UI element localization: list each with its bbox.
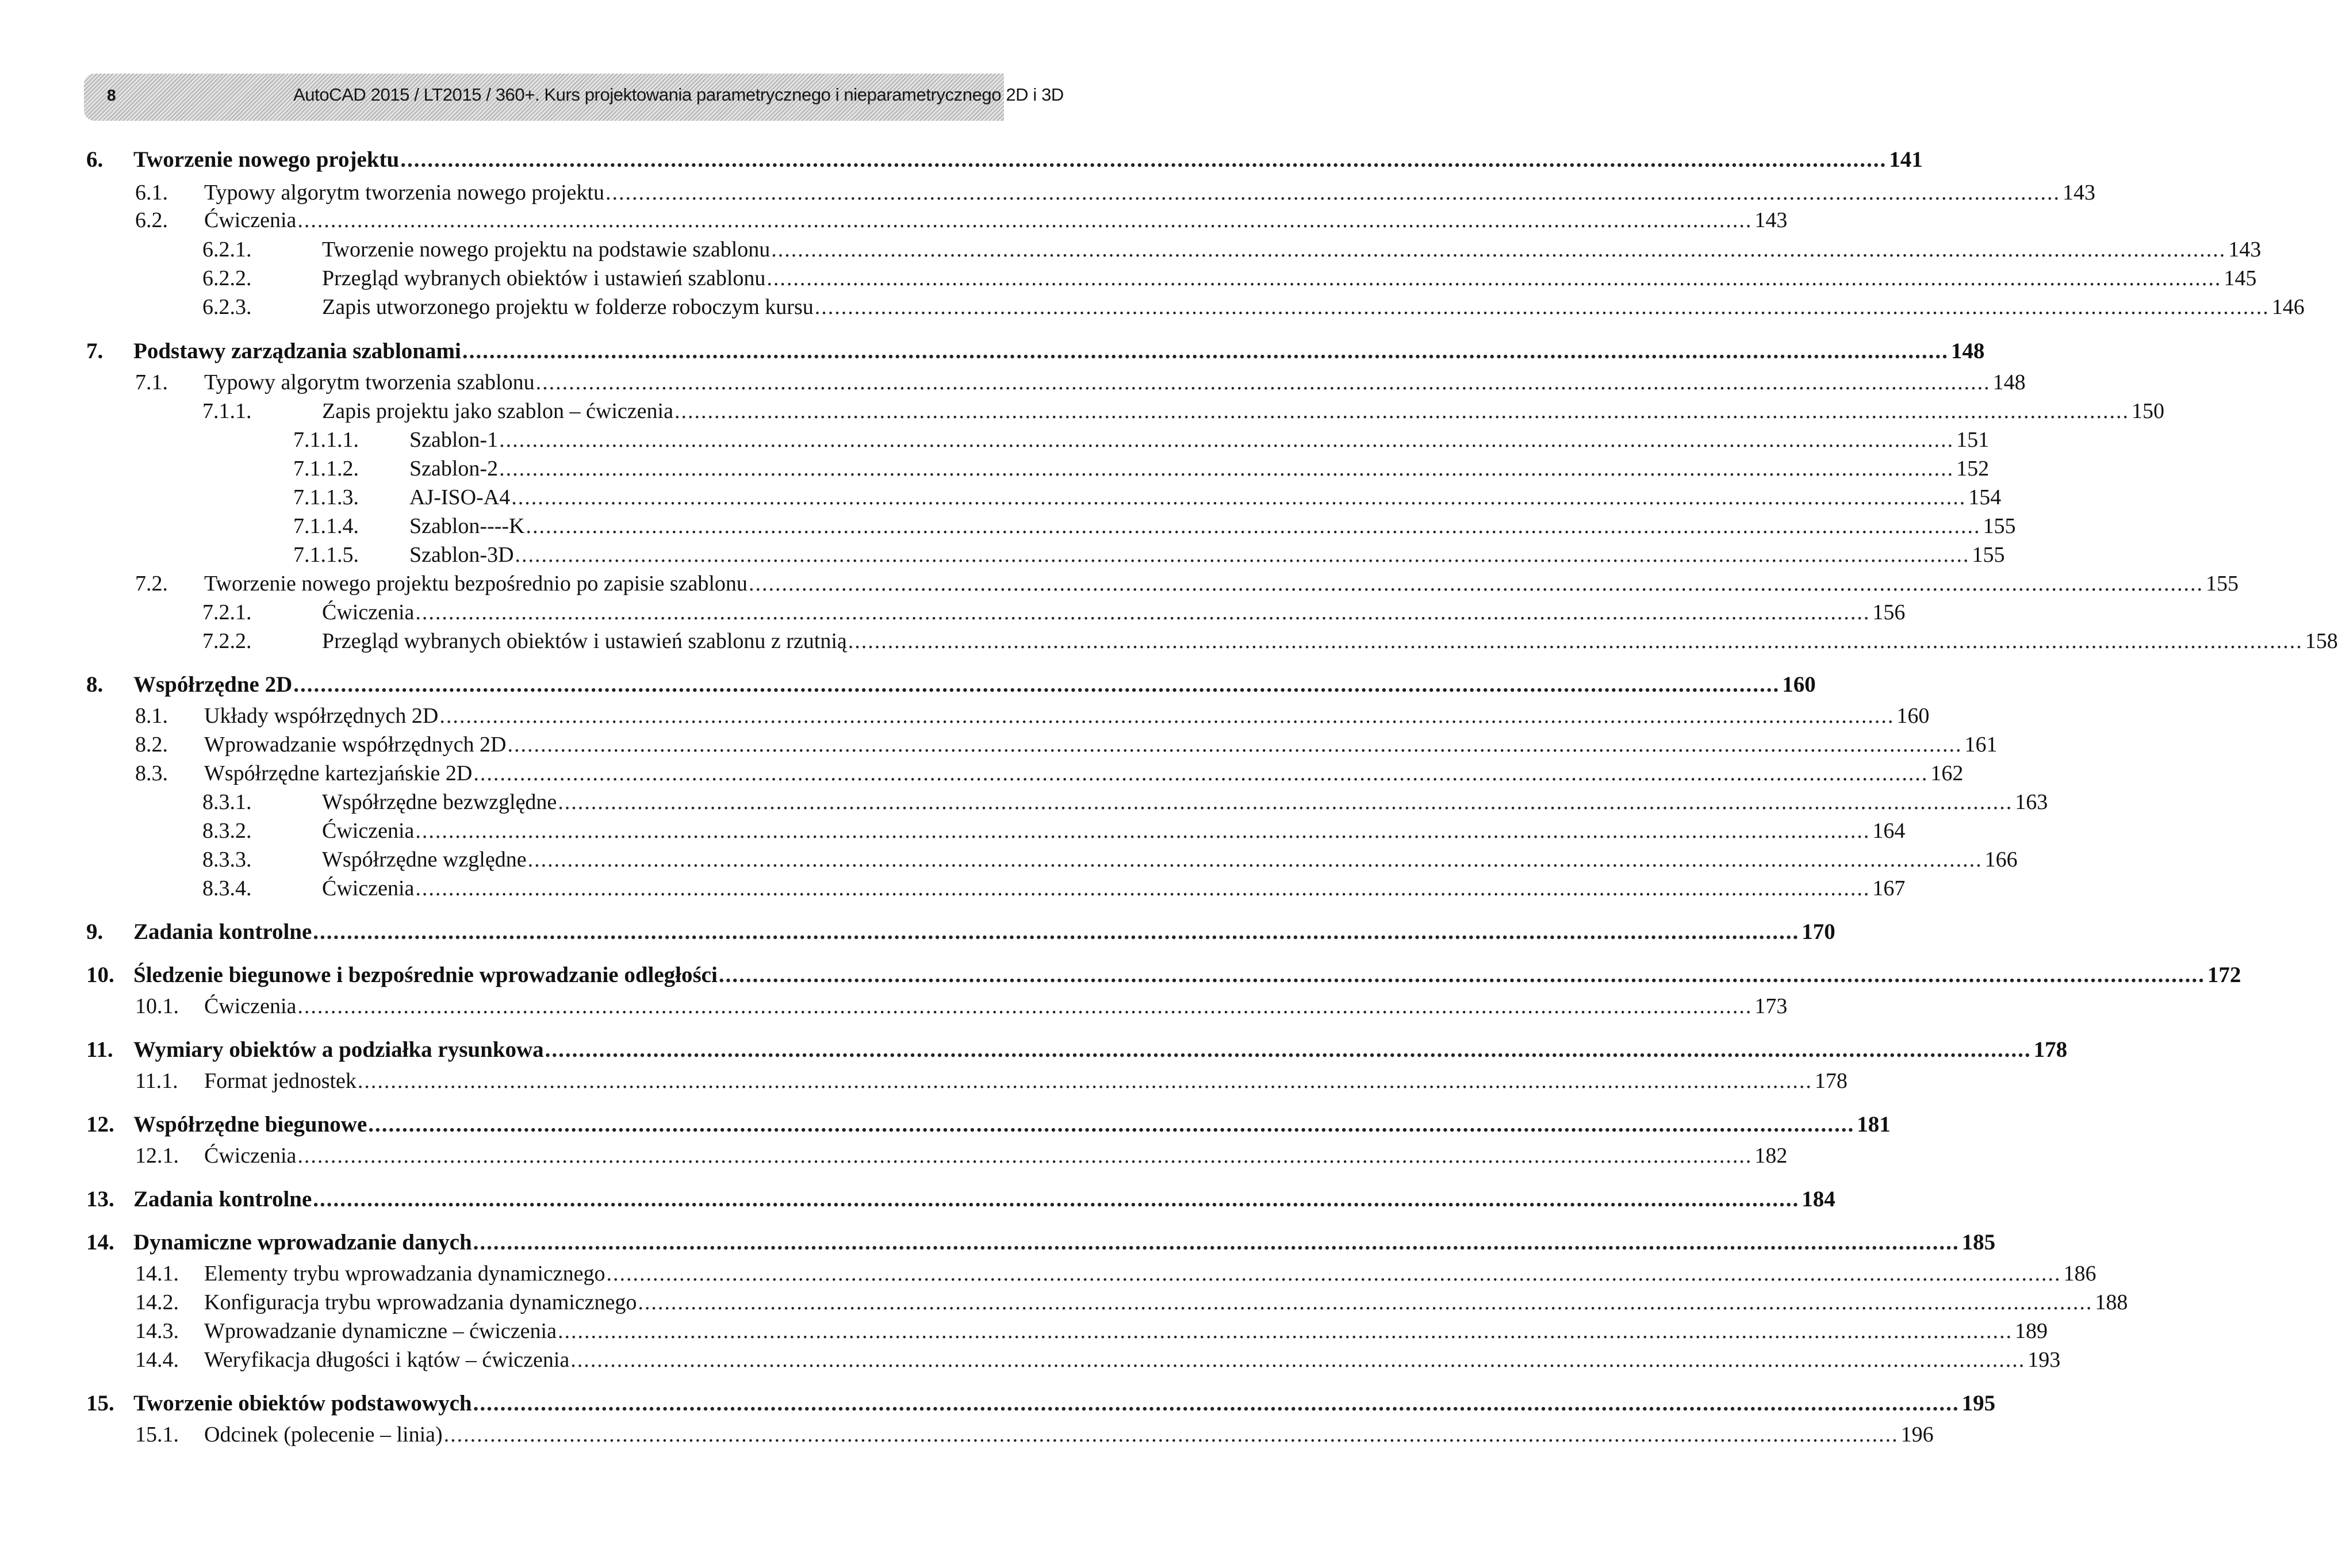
toc-entry-page: 186 <box>2063 1262 2096 1286</box>
toc-entry-title: Zapis utworzonego projektu w folderze roboczym kursu <box>322 295 814 319</box>
toc-entry-page: 163 <box>2015 790 2048 814</box>
toc-entry-title: Przegląd wybranych obiektów i ustawień szablonu z rzutnią <box>322 629 847 653</box>
toc-entry-number: 14.1. <box>135 1262 179 1286</box>
dot-leader: ............................................................................................................................................................................................................................ <box>415 819 1871 843</box>
running-header-title: AutoCAD 2015 / LT2015 / 360+. Kurs projektowania parametrycznego i nieparametrycznego 2D i 3D <box>293 85 1064 105</box>
toc-entry-page: 188 <box>2095 1290 2128 1314</box>
toc-section-entry <box>202 398 2164 424</box>
toc-entry-title: Ćwiczenia <box>204 208 297 232</box>
toc-chapter-entry <box>86 338 1985 364</box>
toc-entry-title: Współrzędne biegunowe <box>133 1112 367 1137</box>
toc-entry-title: Konfiguracja trybu wprowadzania dynamicznego <box>204 1290 637 1314</box>
toc-chapter-entry <box>86 1229 1996 1255</box>
toc-section-entry <box>202 818 1906 844</box>
toc-entry-title: Szablon-3D <box>409 543 514 567</box>
dot-leader: ............................................................................................................................................................................................................................ <box>638 1290 2093 1314</box>
toc-entry-title: Typowy algorytm tworzenia nowego projektu <box>204 181 604 205</box>
toc-entry-number: 8.3.1. <box>202 790 252 814</box>
toc-entry-title: Współrzędne 2D <box>133 672 293 697</box>
toc-section-entry <box>135 208 1788 233</box>
toc-entry-page: 152 <box>1956 457 1990 481</box>
toc-entry-page: 143 <box>2062 181 2095 205</box>
toc-section-entry <box>293 542 2005 568</box>
dot-leader: ............................................................................................................................................................................................................................ <box>313 919 1800 944</box>
toc-entry-title: Dynamiczne wprowadzanie danych <box>133 1230 472 1255</box>
toc-entry-number: 7.1.1.1. <box>293 428 359 452</box>
toc-entry-number: 13. <box>86 1187 114 1212</box>
dot-leader: ............................................................................................................................................................................................................................ <box>526 514 1981 538</box>
toc-entry-page: 161 <box>1964 733 1998 757</box>
toc-section-entry <box>135 703 1930 729</box>
toc-entry-number: 7.2.2. <box>202 629 252 653</box>
toc-entry-page: 196 <box>1900 1423 1934 1447</box>
toc-chapter-entry <box>86 1186 1835 1212</box>
dot-leader: ............................................................................................................................................................................................................................ <box>718 963 2205 987</box>
toc-entry-page: 145 <box>2224 266 2257 290</box>
dot-leader: ............................................................................................................................................................................................................................ <box>313 1187 1800 1212</box>
toc-entry-number: 8.1. <box>135 704 168 728</box>
toc-entry-title: Tworzenie nowego projektu <box>133 147 400 172</box>
toc-section-entry <box>202 266 2257 291</box>
toc-entry-number: 12.1. <box>135 1144 179 1168</box>
toc-section-entry <box>293 513 2016 539</box>
toc-entry-number: 8.3.4. <box>202 876 252 900</box>
toc-section-entry <box>202 237 2262 262</box>
toc-entry-number: 6. <box>86 147 104 172</box>
toc-entry-page: 141 <box>1889 147 1923 172</box>
toc-entry-page: 155 <box>1983 514 2016 538</box>
toc-entry-title: Wymiary obiektów a podziałka rysunkowa <box>133 1037 544 1062</box>
dot-leader: ............................................................................................................................................................................................................................ <box>748 572 2203 596</box>
toc-entry-page: 170 <box>1802 919 1835 944</box>
toc-section-entry <box>135 761 1964 786</box>
toc-entry-page: 155 <box>1972 543 2005 567</box>
toc-section-entry <box>135 1261 2096 1286</box>
toc-entry-page: 158 <box>2305 629 2338 653</box>
dot-leader: ............................................................................................................................................................................................................................ <box>515 543 1970 567</box>
toc-entry-number: 12. <box>86 1112 114 1137</box>
toc-entry-number: 14.3. <box>135 1319 179 1343</box>
toc-entry-title: AJ-ISO-A4 <box>409 485 511 509</box>
toc-section-entry <box>135 1347 2061 1373</box>
toc-entry-title: Szablon----K <box>409 514 525 538</box>
toc-entry-page: 167 <box>1872 876 1906 900</box>
toc-entry-page: 173 <box>1754 994 1788 1018</box>
dot-leader: ............................................................................................................................................................................................................................ <box>557 1319 2013 1343</box>
toc-section-entry <box>135 732 1998 757</box>
dot-leader: ............................................................................................................................................................................................................................ <box>814 295 2270 319</box>
toc-entry-page: 181 <box>1857 1112 1891 1137</box>
toc-entry-number: 7.1.1.5. <box>293 543 359 567</box>
dot-leader: ............................................................................................................................................................................................................................ <box>606 1262 2061 1286</box>
dot-leader: ............................................................................................................................................................................................................................ <box>462 339 1949 363</box>
dot-leader: ............................................................................................................................................................................................................................ <box>535 370 1991 394</box>
toc-chapter-entry <box>86 1111 1891 1137</box>
toc-entry-number: 7.1.1.3. <box>293 485 359 509</box>
toc-chapter-entry <box>86 1390 1996 1416</box>
toc-entry-number: 14. <box>86 1230 114 1255</box>
toc-entry-title: Typowy algorytm tworzenia szablonu <box>204 370 535 394</box>
toc-entry-title: Tworzenie nowego projektu na podstawie szablonu <box>322 237 771 262</box>
toc-entry-title: Format jednostek <box>204 1069 357 1093</box>
dot-leader: ............................................................................................................................................................................................................................ <box>527 848 1983 872</box>
toc-entry-title: Zadania kontrolne <box>133 919 312 944</box>
dot-leader: ............................................................................................................................................................................................................................ <box>368 1112 1855 1137</box>
toc-chapter-entry <box>86 919 1835 945</box>
toc-section-entry <box>202 876 1906 901</box>
toc-entry-page: 148 <box>1950 339 1985 363</box>
toc-section-entry <box>135 1318 2048 1344</box>
dot-leader: ............................................................................................................................................................................................................................ <box>415 600 1871 624</box>
toc-chapter-entry <box>86 147 1923 172</box>
toc-entry-title: Współrzędne względne <box>322 848 527 872</box>
toc-entry-page: 146 <box>2271 295 2305 319</box>
toc-entry-page: 154 <box>1968 485 2002 509</box>
toc-entry-number: 7.1.1.2. <box>293 457 359 481</box>
toc-section-entry <box>202 294 2305 320</box>
toc-entry-number: 14.4. <box>135 1348 179 1372</box>
toc-entry-title: Układy współrzędnych 2D <box>204 704 439 728</box>
toc-section-entry <box>293 456 1990 481</box>
toc-section-entry <box>135 180 2095 205</box>
dot-leader: ............................................................................................................................................................................................................................ <box>443 1423 1899 1447</box>
toc-entry-title: Podstawy zarządzania szablonami <box>133 339 461 363</box>
toc-entry-number: 15. <box>86 1391 114 1416</box>
toc-entry-title: Tworzenie obiektów podstawowych <box>133 1391 472 1416</box>
page-number: 8 <box>107 86 116 104</box>
toc-entry-title: Ćwiczenia <box>322 819 415 843</box>
toc-section-entry <box>293 427 1990 453</box>
toc-section-entry <box>135 370 2026 395</box>
dot-leader: ............................................................................................................................................................................................................................ <box>293 672 1780 697</box>
toc-entry-number: 11.1. <box>135 1069 178 1093</box>
toc-entry-number: 6.2.3. <box>202 295 252 319</box>
toc-section-entry <box>202 600 1906 625</box>
dot-leader: ............................................................................................................................................................................................................................ <box>511 485 1967 509</box>
toc-entry-page: 162 <box>1930 761 1964 785</box>
toc-entry-title: Śledzenie biegunowe i bezpośrednie wprowadzanie odległości <box>133 963 718 987</box>
toc-entry-page: 160 <box>1896 704 1930 728</box>
toc-entry-page: 184 <box>1802 1187 1835 1212</box>
toc-entry-title: Szablon-1 <box>409 428 499 452</box>
toc-entry-number: 11. <box>86 1037 113 1062</box>
toc-entry-page: 148 <box>1992 370 2026 394</box>
toc-entry-title: Odcinek (polecenie – linia) <box>204 1423 443 1447</box>
dot-leader: ............................................................................................................................................................................................................................ <box>439 704 1895 728</box>
toc-entry-title: Elementy trybu wprowadzania dynamicznego <box>204 1262 605 1286</box>
dot-leader: ............................................................................................................................................................................................................................ <box>605 181 2060 205</box>
toc-entry-page: 150 <box>2131 399 2164 423</box>
toc-section-entry <box>135 1143 1788 1168</box>
dot-leader: ............................................................................................................................................................................................................................ <box>473 1391 1960 1416</box>
toc-section-entry <box>135 1068 1848 1094</box>
dot-leader: ............................................................................................................................................................................................................................ <box>674 399 2129 423</box>
toc-entry-number: 7.2.1. <box>202 600 252 624</box>
dot-leader: ............................................................................................................................................................................................................................ <box>297 208 1753 232</box>
toc-entry-number: 7.1. <box>135 370 168 394</box>
toc-entry-title: Współrzędne bezwzględne <box>322 790 557 814</box>
toc-section-entry <box>135 1422 1934 1447</box>
toc-entry-page: 172 <box>2207 963 2241 987</box>
toc-entry-title: Ćwiczenia <box>204 994 297 1018</box>
toc-entry-number: 9. <box>86 919 104 944</box>
dot-leader: ............................................................................................................................................................................................................................ <box>766 266 2222 290</box>
toc-entry-page: 156 <box>1872 600 1906 624</box>
dot-leader: ............................................................................................................................................................................................................................ <box>473 1230 1960 1255</box>
toc-section-entry <box>202 847 2018 872</box>
dot-leader: ............................................................................................................................................................................................................................ <box>297 994 1753 1018</box>
toc-entry-number: 7. <box>86 339 104 363</box>
toc-entry-page: 155 <box>2205 572 2239 596</box>
toc-entry-page: 195 <box>1961 1391 1996 1416</box>
dot-leader: ............................................................................................................................................................................................................................ <box>415 876 1871 900</box>
toc-entry-page: 182 <box>1754 1144 1788 1168</box>
dot-leader: ............................................................................................................................................................................................................................ <box>558 790 2013 814</box>
toc-entry-number: 7.2. <box>135 572 168 596</box>
toc-entry-number: 6.1. <box>135 181 168 205</box>
dot-leader: ............................................................................................................................................................................................................................ <box>848 629 2303 653</box>
toc-entry-page: 164 <box>1872 819 1906 843</box>
toc-entry-number: 6.2.2. <box>202 266 252 290</box>
toc-entry-number: 8. <box>86 672 104 697</box>
toc-entry-page: 189 <box>2014 1319 2048 1343</box>
dot-leader: ............................................................................................................................................................................................................................ <box>473 761 1929 785</box>
toc-entry-page: 178 <box>1814 1069 1848 1093</box>
toc-entry-page: 193 <box>2027 1348 2061 1372</box>
dot-leader: ............................................................................................................................................................................................................................ <box>499 428 1954 452</box>
toc-section-entry <box>135 571 2239 596</box>
toc-entry-title: Wprowadzanie współrzędnych 2D <box>204 733 507 757</box>
toc-entry-number: 15.1. <box>135 1423 179 1447</box>
toc-entry-number: 8.2. <box>135 733 168 757</box>
toc-entry-number: 8.3.3. <box>202 848 252 872</box>
toc-entry-page: 178 <box>2033 1037 2068 1062</box>
toc-entry-page: 151 <box>1956 428 1990 452</box>
toc-entry-number: 14.2. <box>135 1290 179 1314</box>
toc-chapter-entry <box>86 1037 2068 1063</box>
toc-chapter-entry <box>86 962 2241 988</box>
toc-entry-title: Tworzenie nowego projektu bezpośrednio po zapisie szablonu <box>204 572 748 596</box>
dot-leader: ............................................................................................................................................................................................................................ <box>570 1348 2026 1372</box>
toc-entry-title: Weryfikacja długości i kątów – ćwiczenia <box>204 1348 570 1372</box>
dot-leader: ............................................................................................................................................................................................................................ <box>357 1069 1812 1093</box>
toc-entry-title: Zapis projektu jako szablon – ćwiczenia <box>322 399 673 423</box>
toc-entry-title: Wprowadzanie dynamiczne – ćwiczenia <box>204 1319 557 1343</box>
toc-entry-title: Ćwiczenia <box>204 1144 297 1168</box>
toc-section-entry <box>293 485 2002 510</box>
toc-entry-title: Przegląd wybranych obiektów i ustawień szablonu <box>322 266 766 290</box>
toc-entry-number: 10.1. <box>135 994 179 1018</box>
toc-entry-number: 7.1.1.4. <box>293 514 359 538</box>
toc-entry-page: 143 <box>1754 208 1788 232</box>
dot-leader: ............................................................................................................................................................................................................................ <box>400 147 1887 172</box>
dot-leader: ............................................................................................................................................................................................................................ <box>771 237 2226 262</box>
toc-entry-number: 6.2. <box>135 208 168 232</box>
toc-entry-number: 8.3. <box>135 761 168 785</box>
toc-entry-page: 185 <box>1961 1230 1996 1255</box>
dot-leader: ............................................................................................................................................................................................................................ <box>507 733 1963 757</box>
toc-entry-title: Szablon-2 <box>409 457 499 481</box>
toc-entry-page: 160 <box>1782 672 1816 697</box>
toc-entry-title: Ćwiczenia <box>322 600 415 624</box>
toc-entry-page: 166 <box>1984 848 2018 872</box>
toc-entry-number: 6.2.1. <box>202 237 252 262</box>
toc-chapter-entry <box>86 672 1816 697</box>
toc-entry-page: 143 <box>2228 237 2262 262</box>
toc-section-entry <box>135 1290 2128 1315</box>
dot-leader: ............................................................................................................................................................................................................................ <box>499 457 1954 481</box>
toc-entry-title: Ćwiczenia <box>322 876 415 900</box>
toc-section-entry <box>135 994 1788 1019</box>
toc-section-entry <box>202 628 2338 654</box>
dot-leader: ............................................................................................................................................................................................................................ <box>545 1037 2032 1062</box>
toc-entry-title: Zadania kontrolne <box>133 1187 312 1212</box>
dot-leader: ............................................................................................................................................................................................................................ <box>297 1144 1753 1168</box>
toc-entry-number: 7.1.1. <box>202 399 252 423</box>
toc-entry-number: 8.3.2. <box>202 819 252 843</box>
toc-entry-number: 10. <box>86 963 114 987</box>
toc-section-entry <box>202 789 2048 815</box>
toc-entry-title: Współrzędne kartezjańskie 2D <box>204 761 473 785</box>
